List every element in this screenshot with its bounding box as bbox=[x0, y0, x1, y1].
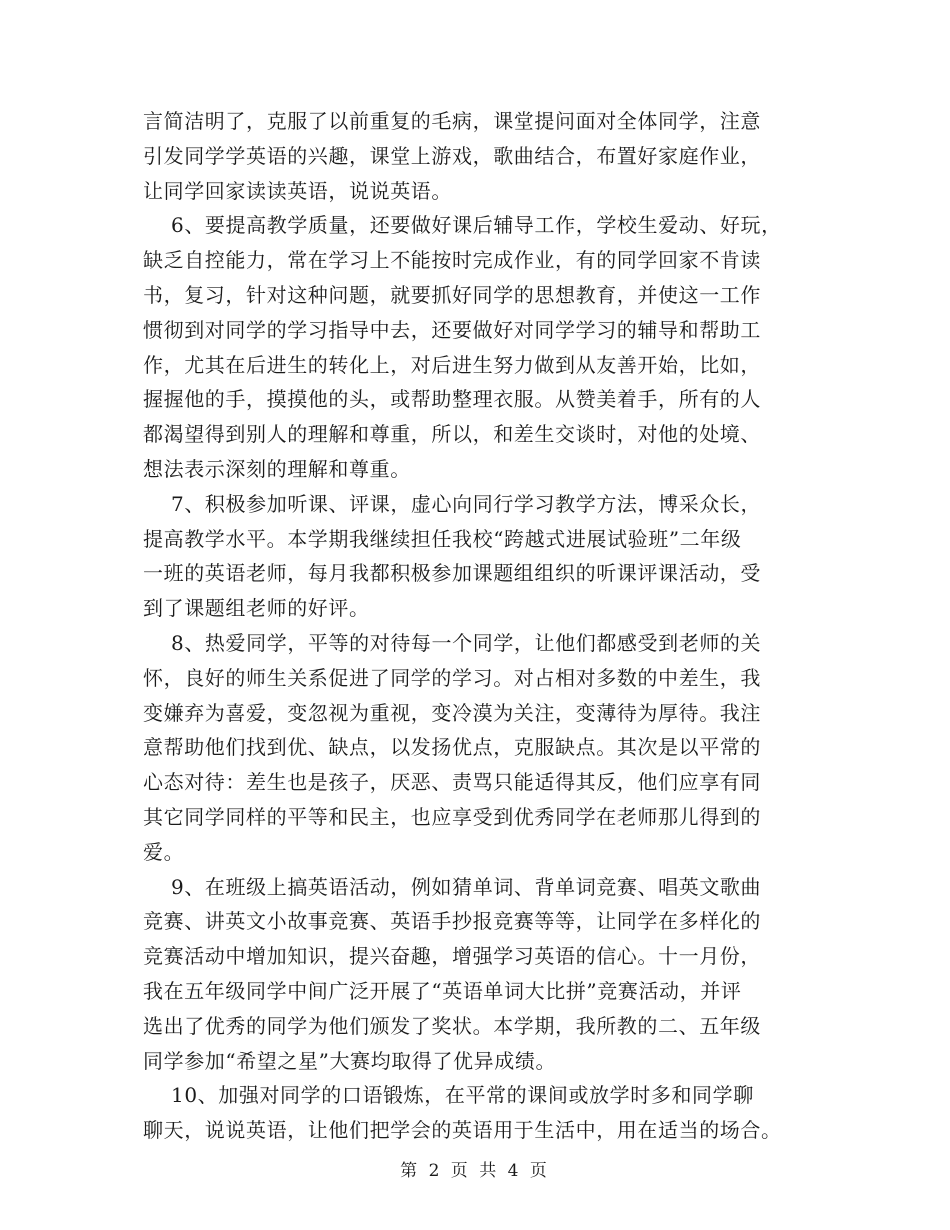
text-line: 聊天，说说英语，让他们把学会的英语用于生活中，用在适当的场合。 bbox=[143, 1118, 782, 1143]
paragraph-start-line: 10、加强对同学的口语锻炼，在平常的课间或放学时多和同学聊 bbox=[171, 1083, 754, 1108]
text-line: 到了课题组老师的好评。 bbox=[143, 596, 370, 621]
text-line: 缺乏自控能力，常在学习上不能按时完成作业，有的同学回家不肯读 bbox=[143, 248, 761, 273]
paragraph-start-line: 6、要提高教学质量，还要做好课后辅导工作，学校生爱动、好玩， bbox=[171, 213, 782, 238]
text-line: 惯彻到对同学的学习指导中去，还要做好对同学学习的辅导和帮助工 bbox=[143, 317, 761, 342]
text-line: 竞赛、讲英文小故事竞赛、英语手抄报竞赛等等，让同学在多样化的 bbox=[143, 909, 761, 934]
text-line: 变嫌弃为喜爱，变忽视为重视，变冷漠为关注，变薄待为厚待。我注 bbox=[143, 700, 761, 725]
text-line: 引发同学学英语的兴趣，课堂上游戏，歌曲结合，布置好家庭作业， bbox=[143, 143, 761, 168]
text-line: 想法表示深刻的理解和尊重。 bbox=[143, 456, 411, 481]
text-line: 都渴望得到别人的理解和尊重，所以，和差生交谈时，对他的处境、 bbox=[143, 422, 761, 447]
text-line: 意帮助他们找到优、缺点，以发扬优点，克服缺点。其次是以平常的 bbox=[143, 735, 761, 760]
text-line: 握握他的手，摸摸他的头，或帮助整理衣服。从赞美着手，所有的人 bbox=[143, 387, 761, 412]
text-line: 言简洁明了，克服了以前重复的毛病，课堂提问面对全体同学，注意 bbox=[143, 109, 761, 133]
text-line: 作，尤其在后进生的转化上，对后进生努力做到从友善开始，比如， bbox=[143, 352, 761, 377]
paragraph-start-line: 7、积极参加听课、评课，虚心向同行学习教学方法，博采众长， bbox=[171, 491, 762, 516]
text-line: 怀，良好的师生关系促进了同学的学习。对占相对多数的中差生，我 bbox=[143, 665, 761, 690]
text-line: 选出了优秀的同学为他们颁发了奖状。本学期，我所教的二、五年级 bbox=[143, 1013, 761, 1038]
paragraph-start-line: 9、在班级上搞英语活动，例如猜单词、背单词竞赛、唱英文歌曲 bbox=[171, 874, 762, 899]
text-line: 心态对待：差生也是孩子，厌恶、责骂只能适得其反，他们应享有同 bbox=[143, 770, 761, 795]
text-line: 书，复习，针对这种问题，就要抓好同学的思想教育，并使这一工作 bbox=[143, 282, 761, 307]
text-line: 爱。 bbox=[143, 839, 185, 864]
paragraph-start-line: 8、热爱同学，平等的对待每一个同学，让他们都感受到老师的关 bbox=[171, 630, 762, 655]
text-line: 竞赛活动中增加知识，提兴奋趣，增强学习英语的信心。十一月份， bbox=[143, 944, 761, 969]
document-body bbox=[143, 104, 823, 1148]
text-line: 我在五年级同学中间广泛开展了“英语单词大比拼”竞赛活动，并评 bbox=[143, 978, 742, 1003]
page-number-footer: 第 2 页 共 4 页 bbox=[400, 1161, 550, 1181]
text-line: 让同学回家读读英语，说说英语。 bbox=[143, 178, 452, 203]
text-line: 一班的英语老师，每月我都积极参加课题组组织的听课评课活动，受 bbox=[143, 561, 761, 586]
text-line: 提高教学水平。本学期我继续担任我校“跨越式进展试验班”二年级 bbox=[143, 526, 742, 551]
text-line: 其它同学同样的平等和民主，也应享受到优秀同学在老师那儿得到的 bbox=[143, 804, 761, 829]
text-line: 同学参加“希望之星”大赛均取得了优异成绩。 bbox=[143, 1048, 557, 1073]
